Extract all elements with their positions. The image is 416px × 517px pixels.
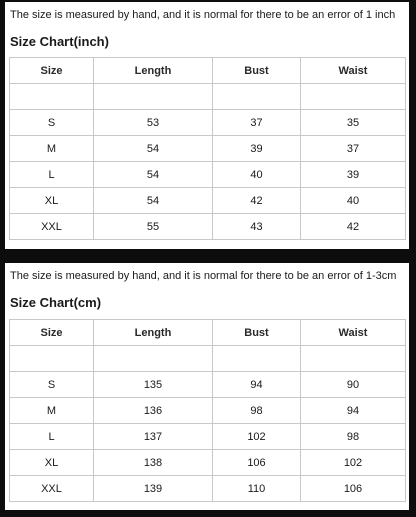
measurement-note-inch: The size is measured by hand, and it is normal for there to be an error of 1 inch [10,9,396,21]
header-length: Length [94,320,213,346]
table-row [10,188,406,214]
cell-length: 53 [94,110,213,136]
header-waist: Waist [301,58,406,84]
cell-bust: 39 [213,136,301,162]
table-header-row [10,320,406,346]
cell-size: XXL [10,214,94,240]
cell-size: XL [10,450,94,476]
cell-length: 54 [94,136,213,162]
header-bust: Bust [213,58,301,84]
table-row [10,450,406,476]
cell-bust [213,346,301,372]
cell-size: L [10,424,94,450]
cell-waist: 35 [301,110,406,136]
cell-length: 54 [94,162,213,188]
size-chart-inch-panel [5,2,409,249]
cell-size: L [10,162,94,188]
cell-bust: 37 [213,110,301,136]
header-size: Size [10,320,94,346]
header-size: Size [10,58,94,84]
table-row [10,424,406,450]
cell-waist: 90 [301,372,406,398]
cell-waist: 42 [301,214,406,240]
cell-size: S [10,110,94,136]
size-chart-cm-panel [5,263,409,510]
cell-size: S [10,372,94,398]
size-chart-cm-title: Size Chart(cm) [10,295,102,310]
header-bust: Bust [213,320,301,346]
cell-length: 139 [94,476,213,502]
cell-size: M [10,398,94,424]
cell-waist: 37 [301,136,406,162]
cell-length [94,346,213,372]
header-waist: Waist [301,320,406,346]
cell-length: 54 [94,188,213,214]
cell-waist: 40 [301,188,406,214]
table-row [10,214,406,240]
size-table-inch [9,57,406,240]
table-row [10,476,406,502]
cell-bust: 98 [213,398,301,424]
cell-length [94,84,213,110]
cell-size [10,84,94,110]
cell-length: 138 [94,450,213,476]
table-row [10,84,406,110]
cell-length: 55 [94,214,213,240]
cell-bust: 106 [213,450,301,476]
cell-waist: 98 [301,424,406,450]
table-row [10,136,406,162]
cell-bust: 94 [213,372,301,398]
cell-waist: 106 [301,476,406,502]
cell-waist: 102 [301,450,406,476]
cell-waist: 94 [301,398,406,424]
cell-waist [301,346,406,372]
cell-bust [213,84,301,110]
cell-bust: 42 [213,188,301,214]
cell-bust: 102 [213,424,301,450]
cell-size [10,346,94,372]
size-chart-inch-title: Size Chart(inch) [10,34,109,49]
cell-bust: 43 [213,214,301,240]
table-row [10,372,406,398]
size-table-cm [9,319,406,502]
cell-size: XL [10,188,94,214]
table-row [10,110,406,136]
header-length: Length [94,58,213,84]
table-header-row [10,58,406,84]
cell-length: 136 [94,398,213,424]
cell-length: 135 [94,372,213,398]
cell-length: 137 [94,424,213,450]
cell-size: XXL [10,476,94,502]
cell-bust: 40 [213,162,301,188]
table-row [10,162,406,188]
table-row [10,398,406,424]
measurement-note-cm: The size is measured by hand, and it is normal for there to be an error of 1-3cm [10,270,397,282]
table-row [10,346,406,372]
cell-bust: 110 [213,476,301,502]
cell-waist [301,84,406,110]
cell-waist: 39 [301,162,406,188]
cell-size: M [10,136,94,162]
